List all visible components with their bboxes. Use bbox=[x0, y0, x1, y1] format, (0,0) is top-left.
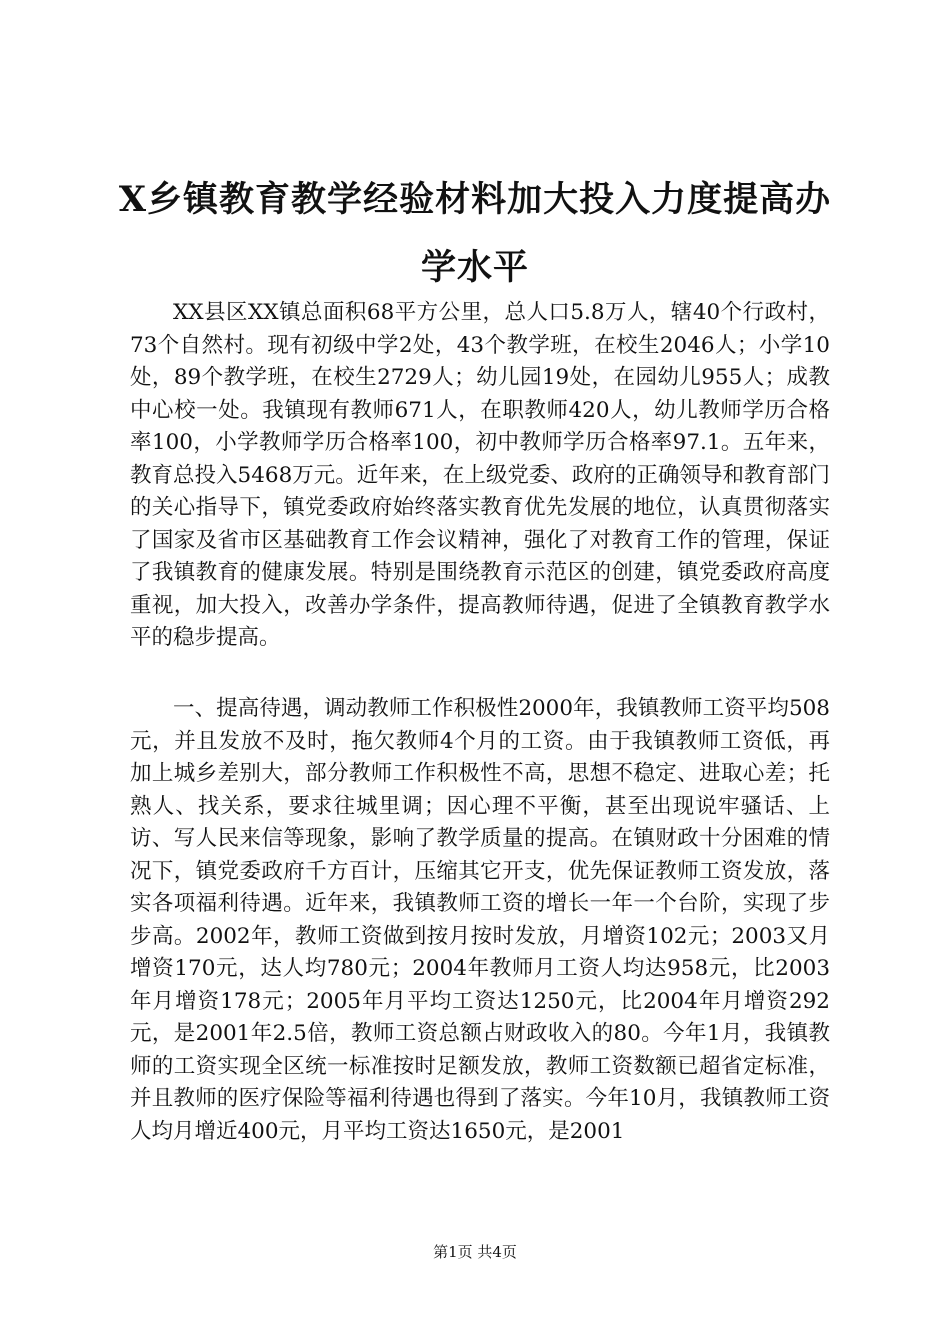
body-paragraph-overview: XX县区XX镇总面积68平方公里，总人口5.8万人，辖40个行政村，73个自然村。现有初级中学2处，43个教学班，在校生2046人；小学10处，89个教学班，在校生2729人；幼儿园19处，在园幼儿955人；成教中心校一处。我镇现有教师671人，在职教师420人，幼儿教师学历合格率100，小学教师学历合格率100，初中教师学历合格率97.1。五年来，教育总投入5468万元。近年来，在上级党委、政府的正确领导和教育部门的关心指导下，镇党委政府始终落实教育优先发展的地位，认真贯彻落实了国家及省市区基础教育工作会议精神，强化了对教育工作的管理，保证了我镇教育的健康发展。特别是围绕教育示范区的创建，镇党委政府高度重视，加大投入，改善办学条件，提高教师待遇，促进了全镇教育教学水平的稳步提高。 bbox=[130, 300, 830, 650]
page-number: 第1页 共4页 bbox=[433, 1243, 517, 1261]
body-paragraph-salary: 一、提高待遇，调动教师工作积极性2000年，我镇教师工资平均508元，并且发放不及时，拖欠教师4个月的工资。由于我镇教师工资低，再加上城乡差别大，部分教师工作积极性不高，思想不稳定、进取心差；托熟人、找关系，要求往城里调；因心理不平衡，甚至出现说牢骚话、上访、写人民来信等现象，影响了教学质量的提高。在镇财政十分困难的情况下，镇党委政府千方百计，压缩其它开支，优先保证教师工资发放，落实各项福利待遇。近年来，我镇教师工资的增长一年一个台阶，实现了步步高。2002年，教师工资做到按月按时发放，月增资102元；2003又月增资170元，达人均780元；2004年教师月工资人均达958元，比2003年月增资178元；2005年月平均工资达1250元，比2004年月增资292元，是2001年2.5倍，教师工资总额占财政收入的80。今年1月，我镇教师的工资实现全区统一标准按时足额发放，教师工资数额已超省定标准，并且教师的医疗保险等福利待遇也得到了落实。今年10月，我镇教师工资人均月增近400元，月平均工资达1650元，是2001 bbox=[130, 696, 830, 1144]
document-title: X乡镇教育教学经验材料加大投入力度提高办学水平 bbox=[118, 179, 832, 288]
